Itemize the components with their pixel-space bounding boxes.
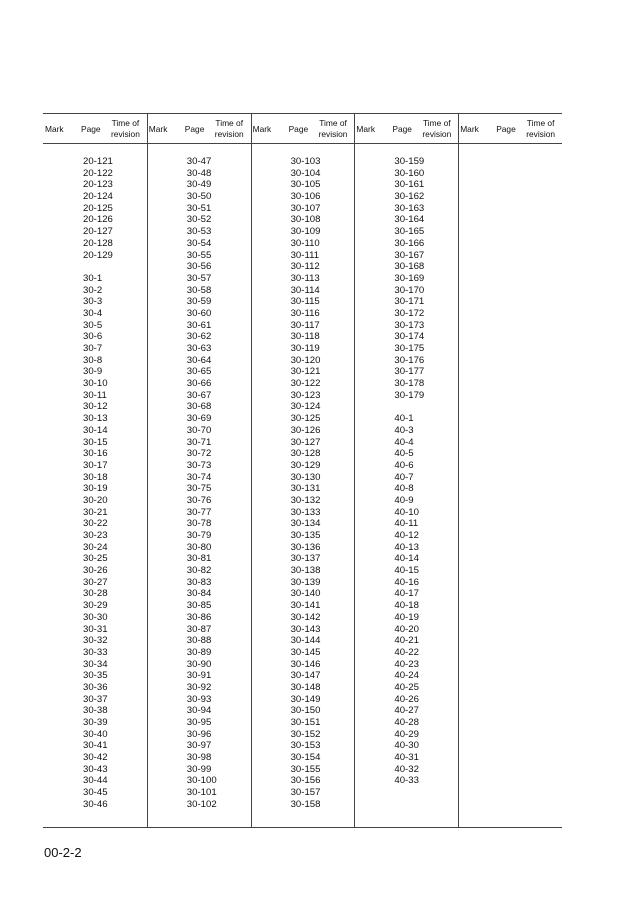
page-entry: 30-31 [83,623,108,635]
page-entry: 30-108 [290,214,321,226]
page-entry: 30-172 [394,307,425,319]
column-divider [251,113,252,828]
page-entry: 40-4 [394,436,414,448]
page-entry: 30-12 [83,401,108,413]
page-entry: 30-3 [83,296,103,308]
page-entry: 40-13 [394,541,419,553]
page-entry: 30-120 [290,354,321,366]
page-entry: 30-178 [394,378,425,390]
page-entry: 30-96 [186,728,212,740]
page-entry: 30-63 [186,343,212,354]
page-entry: 30-57 [186,272,212,284]
page-entry: 30-146 [290,658,321,670]
page-entry: 30-151 [290,717,321,728]
page-entry: 30-107 [290,202,321,214]
page-entry: 30-56 [186,261,212,273]
page-entry: 30-83 [186,576,212,588]
page-entry: 30-48 [186,167,212,179]
page-entry: 30-64 [186,354,212,366]
page-entry: 30-170 [394,284,425,296]
page-entry: 30-94 [186,705,212,717]
page-entry: 30-2 [83,284,103,296]
page-entry: 30-177 [394,366,425,378]
page-entry: 30-157 [290,787,321,799]
page-entry: 30-38 [83,705,108,717]
page-entry: 30-134 [290,518,321,530]
page-entry: 40-12 [394,530,419,541]
revision-table [43,113,562,828]
page-entry: 30-143 [290,623,321,635]
page-entry: 30-118 [290,331,320,343]
page-entry: 30-154 [290,752,321,764]
page-header: Page [392,124,412,134]
page-entry: 40-33 [394,775,419,787]
page-entry: 30-163 [394,202,425,214]
header-bottom-border [43,143,562,144]
time-of-revision-header [526,118,555,140]
page-entry: 30-70 [186,424,212,436]
time-header-line2: revision [214,129,244,139]
page-entry: 20-121 [83,156,113,167]
page-entry: 30-27 [83,576,108,588]
page-entry: 30-35 [83,670,108,682]
page-list [187,156,217,811]
page-entry: 20-123 [83,179,113,191]
page-entry: 40-14 [394,553,419,565]
page-entry: 30-168 [394,261,425,273]
page-entry: 40-30 [394,740,419,752]
page-entry: 40-29 [394,728,419,740]
mark-header: Mark [460,124,479,134]
page-entry: 30-176 [394,354,425,366]
page-entry: 30-52 [186,214,212,226]
page-entry: 30-130 [290,471,321,483]
page-entry: 40-5 [394,448,414,460]
page-entry: 20-122 [83,167,113,179]
page-entry: 30-139 [290,576,321,588]
time-of-revision-header [215,118,244,140]
page-entry: 30-174 [394,331,425,343]
page-entry: 30-124 [290,401,321,413]
page-entry: 30-39 [83,717,108,728]
page-entry: 30-88 [186,635,212,647]
page-entry: 30-129 [290,459,321,471]
page-entry: 30-45 [83,787,108,799]
page-entry: 30-153 [290,740,321,752]
page-entry: 30-126 [290,424,321,436]
time-of-revision-header [319,118,348,140]
page-entry: 40-21 [394,635,419,647]
page-entry: 30-72 [186,448,212,460]
page-entry: 30-15 [83,436,108,448]
page-entry: 30-97 [186,740,212,752]
page-entry: 30-41 [83,740,108,752]
page-entry: 40-23 [394,658,419,670]
page-entry: 30-78 [186,518,212,530]
page-entry [83,261,113,273]
page-entry: 30-25 [83,553,108,565]
page-entry: 40-24 [394,670,419,682]
page-entry: 30-24 [83,541,108,553]
page-entry: 30-80 [186,541,212,553]
time-header-line1: Time of [319,118,347,128]
page-entry: 30-87 [186,623,212,635]
page-entry: 40-1 [394,413,414,425]
page-entry: 30-60 [186,307,212,319]
time-of-revision-header [422,118,451,140]
page-entry: 20-125 [83,202,113,214]
page-entry: 30-84 [186,588,212,600]
page-entry: 30-169 [394,272,425,284]
page-entry: 30-138 [290,565,321,577]
page-list [83,156,113,811]
page-entry: 30-145 [290,646,321,658]
time-header-line2: revision [318,129,348,139]
page-entry: 30-54 [186,237,212,249]
page-entry: 40-8 [394,483,414,495]
page-entry: 30-74 [186,471,212,483]
page-entry: 40-31 [394,752,419,764]
page-entry: 40-25 [394,681,419,693]
page-entry: 30-167 [394,249,425,261]
page-entry: 40-17 [394,588,419,600]
page-entry: 40-22 [394,646,419,658]
page-entry: 30-43 [83,763,108,775]
mark-header: Mark [252,124,272,134]
page-entry: 30-86 [186,611,212,623]
time-of-revision-header [111,118,140,140]
page-entry: 30-7 [83,343,103,354]
page-entry: 40-15 [394,565,419,577]
page-entry: 30-68 [186,401,212,413]
page-entry: 40-26 [394,693,419,705]
page-entry: 30-14 [83,424,108,436]
page-entry: 30-65 [186,366,212,378]
table-bottom-border [43,827,562,828]
page-entry: 30-20 [83,494,108,506]
page-entry: 30-152 [290,728,321,740]
page-entry: 30-110 [290,237,320,249]
page-entry: 30-121 [290,366,321,378]
page-entry: 30-22 [83,518,108,530]
page-entry: 30-100 [186,775,217,787]
page-list [394,156,424,787]
page-entry: 40-6 [394,459,414,471]
page-entry: 30-18 [83,471,108,483]
page-entry: 30-179 [394,389,425,401]
page-entry: 30-105 [290,179,321,191]
page-entry: 30-173 [394,319,425,331]
page-entry: 30-141 [290,600,321,612]
page-entry: 40-16 [394,576,419,588]
page-entry: 30-127 [290,436,321,448]
page-entry: 30-1 [83,272,103,284]
page-entry: 30-34 [83,658,108,670]
page-entry: 30-23 [83,530,108,541]
page-entry: 30-111 [290,249,320,261]
page-entry: 30-53 [186,226,212,238]
page-entry: 40-32 [394,763,419,775]
page-entry: 30-44 [83,775,108,787]
page-entry: 30-156 [290,775,321,787]
page-entry: 40-20 [394,623,419,635]
page-entry: 30-33 [83,646,108,658]
column-divider [147,113,148,828]
page-entry: 30-50 [186,191,212,203]
page-entry: 40-18 [394,600,419,612]
page-entry: 40-10 [394,506,419,518]
page-entry: 30-104 [290,167,321,179]
page-entry: 30-77 [186,506,212,518]
page-entry: 30-79 [186,530,212,541]
column-divider [354,113,355,828]
page-entry: 30-42 [83,752,108,764]
page-entry: 30-59 [186,296,212,308]
time-header-line1: Time of [111,118,140,128]
page-header: Page [496,124,516,134]
page-entry: 30-171 [394,296,425,308]
page-entry: 30-89 [186,646,212,658]
page-entry: 30-125 [290,413,321,425]
page-number: 00-2-2 [44,845,82,860]
page-entry: 30-46 [83,798,108,810]
page-entry: 30-112 [290,261,320,273]
page-entry: 30-164 [394,214,425,226]
page-entry: 30-10 [83,378,108,390]
mark-header: Mark [148,124,168,134]
mark-header: Mark [45,124,64,134]
page-header: Page [288,124,309,134]
page-entry: 30-113 [290,272,320,284]
page-entry: 30-62 [186,331,212,343]
page-header: Page [184,124,205,134]
page-entry: 30-5 [83,319,103,331]
page-entry: 30-40 [83,728,108,740]
page-entry: 40-11 [394,518,419,530]
page-entry: 20-129 [83,249,113,261]
page-entry: 30-93 [186,693,212,705]
page-header: Page [81,124,101,134]
page-entry: 30-101 [186,787,217,799]
page-entry: 30-51 [186,202,212,214]
page-entry [394,401,424,413]
page-entry: 30-28 [83,588,108,600]
page-entry: 30-165 [394,226,425,238]
page-entry: 30-61 [186,319,212,331]
page-entry: 30-144 [290,635,321,647]
page-entry: 30-47 [186,156,212,167]
page-entry: 30-131 [290,483,321,495]
page-entry: 30-117 [290,319,320,331]
page-entry: 30-69 [186,413,212,425]
page-entry: 30-155 [290,763,321,775]
page-entry: 30-37 [83,693,108,705]
page-entry: 30-115 [290,296,320,308]
time-header-line1: Time of [526,118,555,128]
time-header-line1: Time of [423,118,451,128]
page-entry: 30-116 [290,307,320,319]
column-divider [458,113,459,828]
page-entry: 30-91 [186,670,212,682]
page-entry: 30-67 [186,389,212,401]
page-entry: 30-81 [186,553,212,565]
page-entry: 30-26 [83,565,108,577]
page-entry: 30-36 [83,681,108,693]
page-entry: 30-158 [290,798,321,810]
page-entry: 30-148 [290,681,321,693]
page-entry: 30-123 [290,389,321,401]
page-entry: 30-58 [186,284,212,296]
page-entry: 30-92 [186,681,212,693]
page-entry: 30-135 [290,530,321,541]
page-entry: 30-98 [186,752,212,764]
page-entry: 20-127 [83,226,113,238]
page-entry: 30-166 [394,237,425,249]
page-entry: 30-55 [186,249,212,261]
page-entry: 30-21 [83,506,108,518]
page-entry: 30-103 [290,156,321,167]
page-entry: 30-128 [290,448,321,460]
page-entry: 30-85 [186,600,212,612]
page-entry: 40-19 [394,611,419,623]
page-entry: 30-17 [83,459,108,471]
page-entry: 30-4 [83,307,103,319]
mark-header: Mark [356,124,376,134]
page-entry: 30-66 [186,378,212,390]
page-entry: 30-19 [83,483,108,495]
page-entry: 30-76 [186,494,212,506]
page-entry: 30-147 [290,670,321,682]
page-entry: 30-119 [290,343,320,354]
page-entry: 30-90 [186,658,212,670]
page-entry: 40-7 [394,471,414,483]
page-entry: 30-8 [83,354,103,366]
page-entry: 30-161 [394,179,425,191]
page-entry: 30-13 [83,413,108,425]
page-entry: 30-9 [83,366,103,378]
page-entry: 30-132 [290,494,321,506]
page-entry: 30-162 [394,191,425,203]
page-entry: 30-109 [290,226,321,238]
page-entry: 30-73 [186,459,212,471]
page-list [291,156,321,811]
time-header-line2: revision [422,129,452,139]
page-entry: 30-102 [186,798,217,810]
page-entry: 30-149 [290,693,321,705]
page-entry: 20-126 [83,214,113,226]
page-entry: 30-106 [290,191,321,203]
page-entry: 40-9 [394,494,414,506]
page-entry: 30-6 [83,331,103,343]
page-entry: 30-142 [290,611,321,623]
page-entry: 30-133 [290,506,321,518]
page-entry: 30-150 [290,705,321,717]
page-entry: 20-124 [83,191,113,203]
page-entry: 30-16 [83,448,108,460]
page-entry: 20-128 [83,237,113,249]
page-entry: 30-175 [394,343,425,354]
page-entry: 30-136 [290,541,321,553]
page-entry: 30-159 [394,156,425,167]
page-entry: 30-140 [290,588,321,600]
page-entry: 30-114 [290,284,320,296]
page-entry: 30-75 [186,483,212,495]
page-entry: 30-11 [83,389,107,401]
page-entry: 30-49 [186,179,212,191]
time-header-line2: revision [526,129,556,139]
page-entry: 40-27 [394,705,419,717]
page-entry: 30-122 [290,378,321,390]
page-entry: 30-95 [186,717,212,728]
time-header-line1: Time of [215,118,244,128]
table-top-border [43,113,562,114]
page-entry: 30-29 [83,600,108,612]
page-entry: 30-99 [186,763,212,775]
page-entry: 30-137 [290,553,321,565]
page-entry: 30-82 [186,565,212,577]
time-header-line2: revision [111,129,140,139]
page-entry: 30-160 [394,167,425,179]
page-entry: 40-3 [394,424,414,436]
page-entry: 30-32 [83,635,108,647]
page-entry: 30-71 [186,436,212,448]
page-entry: 30-30 [83,611,108,623]
page-entry: 40-28 [394,717,419,728]
